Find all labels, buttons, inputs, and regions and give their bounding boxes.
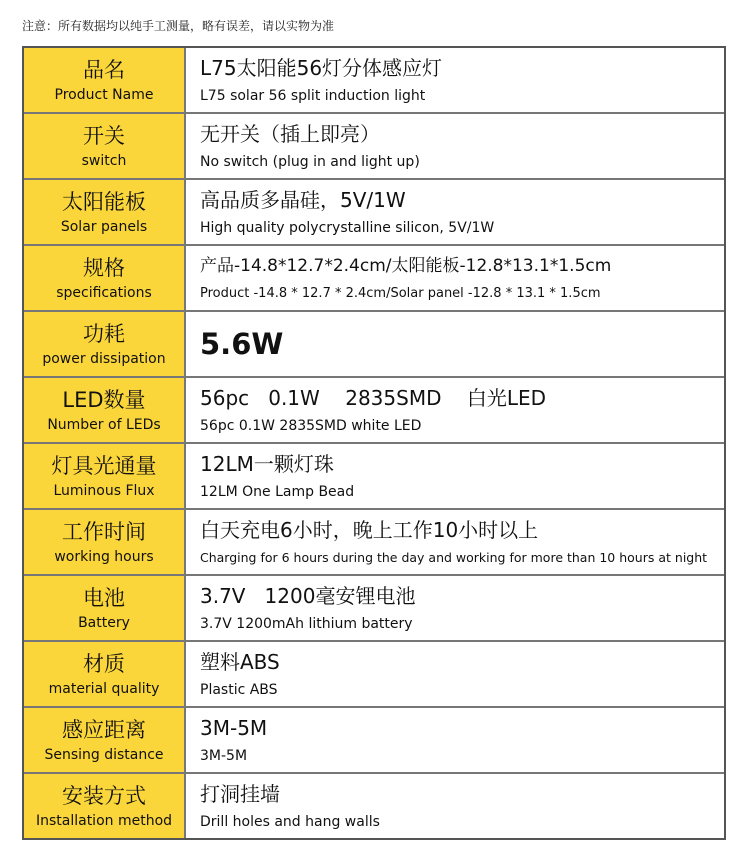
label-cn: LED数量	[62, 387, 146, 412]
value-cn: 塑料ABS	[200, 650, 280, 674]
row-label	[24, 708, 186, 772]
label-cn: 电池	[83, 585, 125, 610]
label-cn: 感应距离	[62, 717, 146, 742]
value-cn: 高品质多晶硅，5V/1W	[200, 188, 406, 212]
spec-row-luminous-flux	[24, 442, 724, 508]
spec-row-solar-panels	[24, 178, 724, 244]
row-value	[186, 642, 724, 706]
spec-row-material	[24, 640, 724, 706]
value-en: Product -14.8 * 12.7 * 2.4cm/Solar panel -12.8 * 13.1 * 1.5cm	[200, 286, 601, 301]
row-label	[24, 444, 186, 508]
value-cn: 56pc 0.1W 2835SMD 白光LED	[200, 386, 547, 410]
row-value	[186, 510, 724, 574]
row-label	[24, 114, 186, 178]
value-en: No switch (plug in and light up)	[200, 154, 420, 170]
value-cn: L75太阳能56灯分体感应灯	[200, 56, 443, 80]
value-en: 12LM One Lamp Bead	[200, 484, 355, 500]
row-value	[186, 576, 724, 640]
value-en: Plastic ABS	[200, 682, 278, 698]
spec-row-battery	[24, 574, 724, 640]
label-en: Battery	[78, 614, 130, 631]
value-en: 3.7V 1200mAh lithium battery	[200, 616, 413, 632]
spec-row-led-count	[24, 376, 724, 442]
value-cn: 5.6W	[200, 327, 284, 361]
label-cn: 品名	[83, 57, 125, 82]
label-en: Solar panels	[60, 218, 148, 235]
value-en: Drill holes and hang walls	[200, 814, 380, 830]
spec-row-working-hours	[24, 508, 724, 574]
label-en: working hours	[54, 548, 154, 565]
row-label	[24, 774, 186, 838]
label-en: power dissipation	[42, 350, 166, 367]
spec-row-sensing-distance	[24, 706, 724, 772]
row-label	[24, 48, 186, 112]
spec-row-product-name	[24, 48, 724, 112]
row-value	[186, 180, 724, 244]
disclaimer-note: 注意：所有数据均以纯手工测量，略有误差，请以实物为准	[22, 19, 335, 33]
label-en: switch	[81, 152, 127, 169]
label-en: Luminous Flux	[53, 482, 155, 499]
row-label	[24, 510, 186, 574]
label-cn: 太阳能板	[62, 189, 146, 214]
value-en: High quality polycrystalline silicon, 5V/1W	[200, 220, 495, 236]
row-value	[186, 312, 724, 376]
row-label	[24, 312, 186, 376]
label-cn: 安装方式	[62, 783, 146, 808]
label-en: Installation method	[35, 812, 173, 829]
value-en: 3M-5M	[200, 748, 248, 764]
value-cn: 3M-5M	[200, 716, 268, 740]
row-value	[186, 444, 724, 508]
row-label	[24, 246, 186, 310]
label-en: Product Name	[54, 86, 154, 103]
row-value	[186, 246, 724, 310]
row-label	[24, 180, 186, 244]
label-en: Number of LEDs	[47, 416, 161, 433]
row-label	[24, 576, 186, 640]
label-cn: 灯具光通量	[51, 453, 157, 478]
row-value	[186, 114, 724, 178]
spec-row-power	[24, 310, 724, 376]
value-en: L75 solar 56 split induction light	[200, 88, 426, 104]
value-cn: 产品-14.8*12.7*2.4cm/太阳能板-12.8*13.1*1.5cm	[200, 256, 612, 276]
spec-row-installation	[24, 772, 724, 838]
value-cn: 打洞挂墙	[200, 782, 280, 806]
label-cn: 功耗	[83, 321, 125, 346]
value-cn: 12LM一颗灯珠	[200, 452, 334, 476]
value-cn: 3.7V 1200毫安锂电池	[200, 584, 416, 608]
row-value	[186, 378, 724, 442]
value-cn: 白天充电6小时，晚上工作10小时以上	[200, 518, 539, 542]
row-value	[186, 708, 724, 772]
label-en: material quality	[48, 680, 160, 697]
label-cn: 材质	[83, 651, 125, 676]
label-en: specifications	[56, 284, 152, 301]
label-cn: 规格	[83, 255, 125, 280]
label-cn: 工作时间	[62, 519, 146, 544]
row-value	[186, 48, 724, 112]
row-label	[24, 642, 186, 706]
row-value	[186, 774, 724, 838]
spec-row-specifications	[24, 244, 724, 310]
spec-table	[22, 46, 726, 840]
spec-row-switch	[24, 112, 724, 178]
value-en: 56pc 0.1W 2835SMD white LED	[200, 418, 422, 434]
value-cn: 无开关（插上即亮）	[200, 122, 380, 146]
label-en: Sensing distance	[44, 746, 164, 763]
label-cn: 开关	[83, 123, 125, 148]
row-label	[24, 378, 186, 442]
value-en: Charging for 6 hours during the day and working for more than 10 hours at night	[200, 550, 708, 565]
